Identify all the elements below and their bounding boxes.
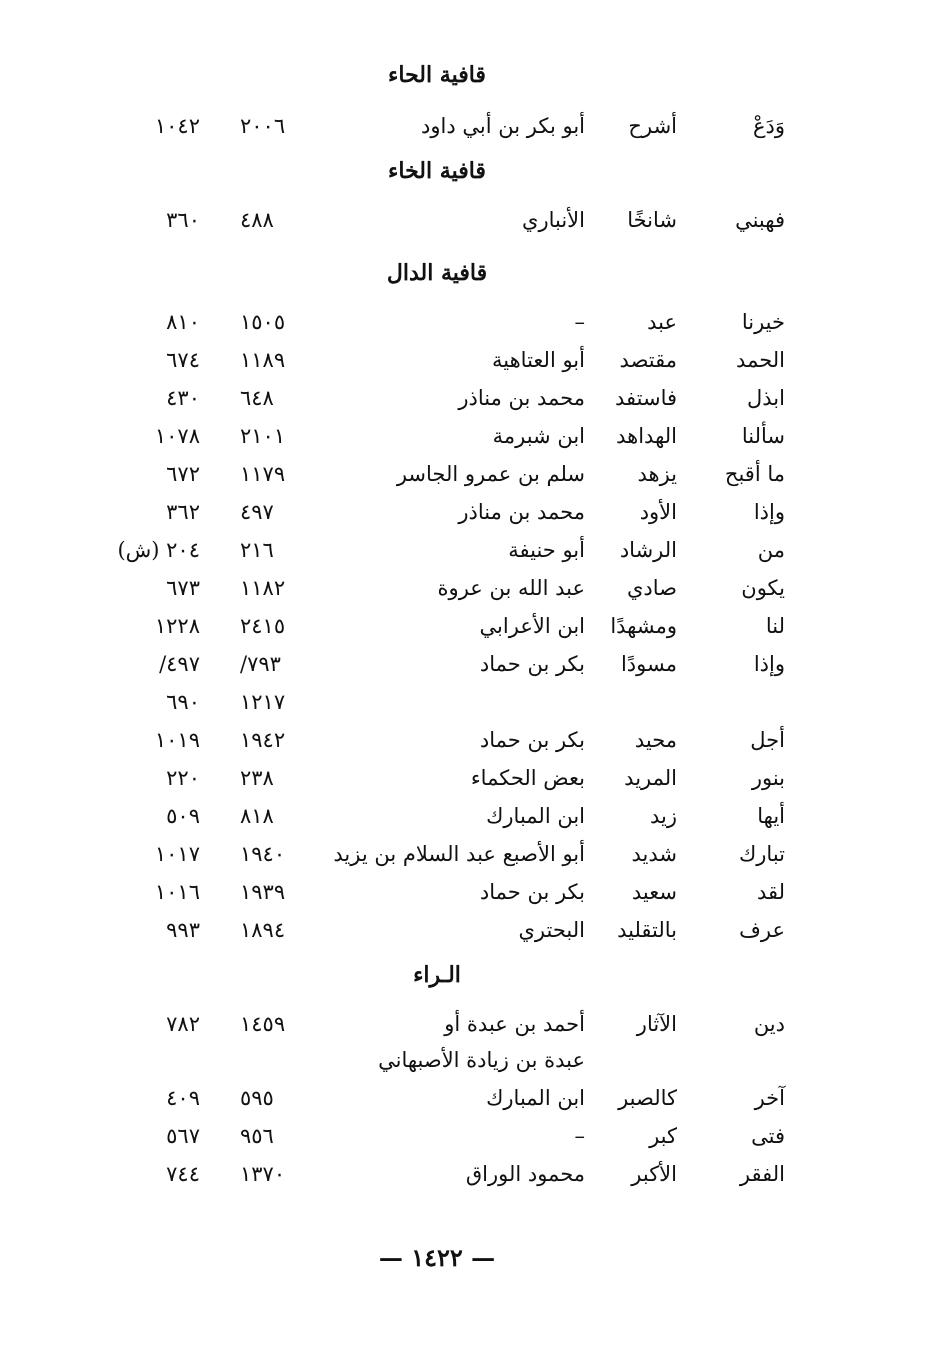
page-reference: ٦٩٠ <box>166 690 200 714</box>
reference-number: ١١٨٢ <box>240 576 286 600</box>
page-reference: ١٢٢٨ <box>154 614 200 638</box>
reference-number: ١١٨٩ <box>240 348 286 372</box>
poet-name: الأنباري <box>522 208 585 232</box>
verse-word: خيرنا <box>741 310 785 334</box>
rhyme-word: فاستفد <box>614 386 677 410</box>
reference-number: ١٢١٧ <box>240 690 286 714</box>
verse-word: الفقر <box>739 1162 785 1186</box>
rhyme-word: محيد <box>634 728 677 752</box>
table-row <box>0 1080 933 1116</box>
poet-name: – <box>574 1124 585 1148</box>
table-row <box>0 608 933 644</box>
rhyme-word: يزهد <box>637 462 677 486</box>
verse-word: دين <box>753 1012 785 1036</box>
table-row <box>0 760 933 796</box>
table-row <box>0 722 933 758</box>
table-row <box>0 646 933 682</box>
section-heading-raa: الـراء <box>413 962 461 988</box>
rhyme-word: الهداهد <box>616 424 677 448</box>
page-number: — ١٤٢٢ — <box>378 1243 496 1272</box>
rhyme-word: شديد <box>631 842 677 866</box>
page-reference: ١٠٧٨ <box>154 424 200 448</box>
rhyme-word: الرشاد <box>619 538 677 562</box>
poet-name: أبو الأصبع عبد السلام بن يزيد <box>333 842 585 866</box>
table-row <box>0 798 933 834</box>
poet-name: – <box>574 310 585 334</box>
rhyme-word: مقتصد <box>619 348 677 372</box>
table-row <box>0 380 933 416</box>
rhyme-word: بالتقليد <box>617 918 677 942</box>
page-reference: ٣٦٢ <box>166 500 200 524</box>
poet-name: أبو العتاهية <box>492 348 585 372</box>
verse-word: وإذا <box>753 652 785 676</box>
page-reference: ٦٧٤ <box>166 348 200 372</box>
verse-word: سألنا <box>741 424 785 448</box>
poet-name: سلم بن عمرو الجاسر <box>396 462 585 486</box>
reference-number: ٩٥٦ <box>240 1124 274 1148</box>
table-row <box>0 202 933 238</box>
table-row <box>0 494 933 530</box>
poet-name: ابن المبارك <box>486 1086 585 1110</box>
poet-name: أبو بكر بن أبي داود <box>421 114 585 138</box>
poet-name: أحمد بن عبدة أو <box>444 1012 585 1036</box>
reference-number: ١٩٤٠ <box>240 842 286 866</box>
table-row <box>0 342 933 378</box>
table-row <box>0 874 933 910</box>
page-reference: ٥٠٩ <box>166 804 200 828</box>
poet-name: بكر بن حماد <box>479 652 585 676</box>
page-reference: ٥٦٧ <box>166 1124 200 1148</box>
poet-name: عبد الله بن عروة <box>437 576 585 600</box>
page-reference: ٦٧٢ <box>166 462 200 486</box>
verse-word: لقد <box>756 880 785 904</box>
verse-word: يكون <box>741 576 785 600</box>
poet-name: بكر بن حماد <box>479 880 585 904</box>
page-reference: ٤٣٠ <box>166 386 200 410</box>
page-reference: ٤٠٩ <box>166 1086 200 1110</box>
reference-number: ٨١٨ <box>240 804 274 828</box>
poet-name: ابن الأعرابي <box>479 614 585 638</box>
page-reference: ٧٤٤ <box>166 1162 200 1186</box>
poet-name: ابن المبارك <box>486 804 585 828</box>
reference-number: ٢٠٠٦ <box>240 114 286 138</box>
table-row <box>0 836 933 872</box>
verse-word: تبارك <box>738 842 785 866</box>
rhyme-word: شانخًا <box>627 208 677 232</box>
reference-number: ١٥٠٥ <box>240 310 286 334</box>
table-row <box>0 570 933 606</box>
reference-number: ٦٤٨ <box>240 386 274 410</box>
poet-name: البحتري <box>518 918 585 942</box>
table-row <box>0 1156 933 1192</box>
reference-number <box>240 1042 310 1078</box>
verse-word: ما أقبح <box>724 462 785 486</box>
rhyme-word: الأكبر <box>631 1162 677 1186</box>
rhyme-word: عبد <box>647 310 677 334</box>
table-row <box>0 1006 933 1042</box>
verse-word: الحمد <box>736 348 785 372</box>
page-reference: ٨١٠ <box>166 310 200 334</box>
poet-name: عبدة بن زيادة الأصبهاني <box>378 1048 585 1072</box>
rhyme-word: زيد <box>649 804 677 828</box>
page-reference: ٧٨٢ <box>166 1012 200 1036</box>
poet-name: بكر بن حماد <box>479 728 585 752</box>
reference-number: /٧٩٣ <box>240 652 281 676</box>
reference-number: ٢٤١٥ <box>240 614 286 638</box>
page-reference: ١٠٤٢ <box>154 114 200 138</box>
verse-word: ابذل <box>747 386 785 410</box>
table-row <box>0 532 933 568</box>
rhyme-word: سعيد <box>631 880 677 904</box>
verse-word: أجل <box>750 728 785 752</box>
reference-number: ١٩٣٩ <box>240 880 286 904</box>
reference-number: ٤٨٨ <box>240 208 274 232</box>
verse-word: بنور <box>751 766 785 790</box>
reference-number: ١٤٥٩ <box>240 1012 286 1036</box>
table-row <box>0 684 933 720</box>
rhyme-word: مسودًا <box>620 652 677 676</box>
poet-name: بعض الحكماء <box>470 766 585 790</box>
reference-number: ١٨٩٤ <box>240 918 286 942</box>
reference-number: ١١٧٩ <box>240 462 286 486</box>
rhyme-word: كالصبر <box>618 1086 677 1110</box>
reference-number: ٢٣٨ <box>240 766 274 790</box>
page-reference: ١٠١٩ <box>154 728 200 752</box>
page-reference: ٢٢٠ <box>166 766 200 790</box>
section-heading-khaa: قافية الخاء <box>388 158 486 184</box>
verse-word: عرف <box>739 918 785 942</box>
page-reference <box>100 1042 200 1078</box>
verse-word: فهبني <box>735 208 785 232</box>
table-row <box>0 304 933 340</box>
poet-name: أبو حنيفة <box>508 538 585 562</box>
verse-word: أيها <box>757 804 785 828</box>
page-reference: ٢٠٤ (ش) <box>117 538 200 562</box>
table-row <box>0 1118 933 1154</box>
reference-number: ٥٩٥ <box>240 1086 274 1110</box>
page-reference: ٩٩٣ <box>166 918 200 942</box>
page-reference: ٣٦٠ <box>166 208 200 232</box>
reference-number: ٤٩٧ <box>240 500 274 524</box>
table-row <box>0 912 933 948</box>
rhyme-word: المريد <box>624 766 677 790</box>
reference-number: ١٣٧٠ <box>240 1162 286 1186</box>
rhyme-word: الآثار <box>636 1012 677 1036</box>
rhyme-word: أشرح <box>628 114 677 138</box>
page-reference: ٦٧٣ <box>166 576 200 600</box>
reference-number: ٢١٦ <box>240 538 274 562</box>
poet-name: محمود الوراق <box>465 1162 585 1186</box>
table-row <box>0 456 933 492</box>
rhyme-word: ومشهدًا <box>610 614 677 638</box>
reference-number: ٢١٠١ <box>240 424 286 448</box>
reference-number: ١٩٤٢ <box>240 728 286 752</box>
verse-word: فتى <box>751 1124 785 1148</box>
verse-word: وإذا <box>753 500 785 524</box>
verse-word: آخر <box>754 1086 785 1110</box>
section-heading-haa: قافية الحاء <box>388 62 486 88</box>
poet-name: ابن شبرمة <box>492 424 585 448</box>
verse-word: من <box>757 538 785 562</box>
page-reference: ١٠١٦ <box>154 880 200 904</box>
poet-name: محمد بن مناذر <box>458 500 585 524</box>
rhyme-word: صادي <box>626 576 677 600</box>
rhyme-word: الأود <box>639 500 677 524</box>
page-reference: /٤٩٧ <box>159 652 200 676</box>
verse-word: وَدَعْ <box>752 114 785 138</box>
table-row <box>0 1042 933 1078</box>
table-row <box>0 108 933 144</box>
page-reference: ١٠١٧ <box>154 842 200 866</box>
table-row <box>0 418 933 454</box>
poet-name: محمد بن مناذر <box>458 386 585 410</box>
rhyme-word: كبر <box>649 1124 677 1148</box>
section-heading-dal: قافية الدال <box>386 260 488 286</box>
verse-word: لنا <box>765 614 785 638</box>
